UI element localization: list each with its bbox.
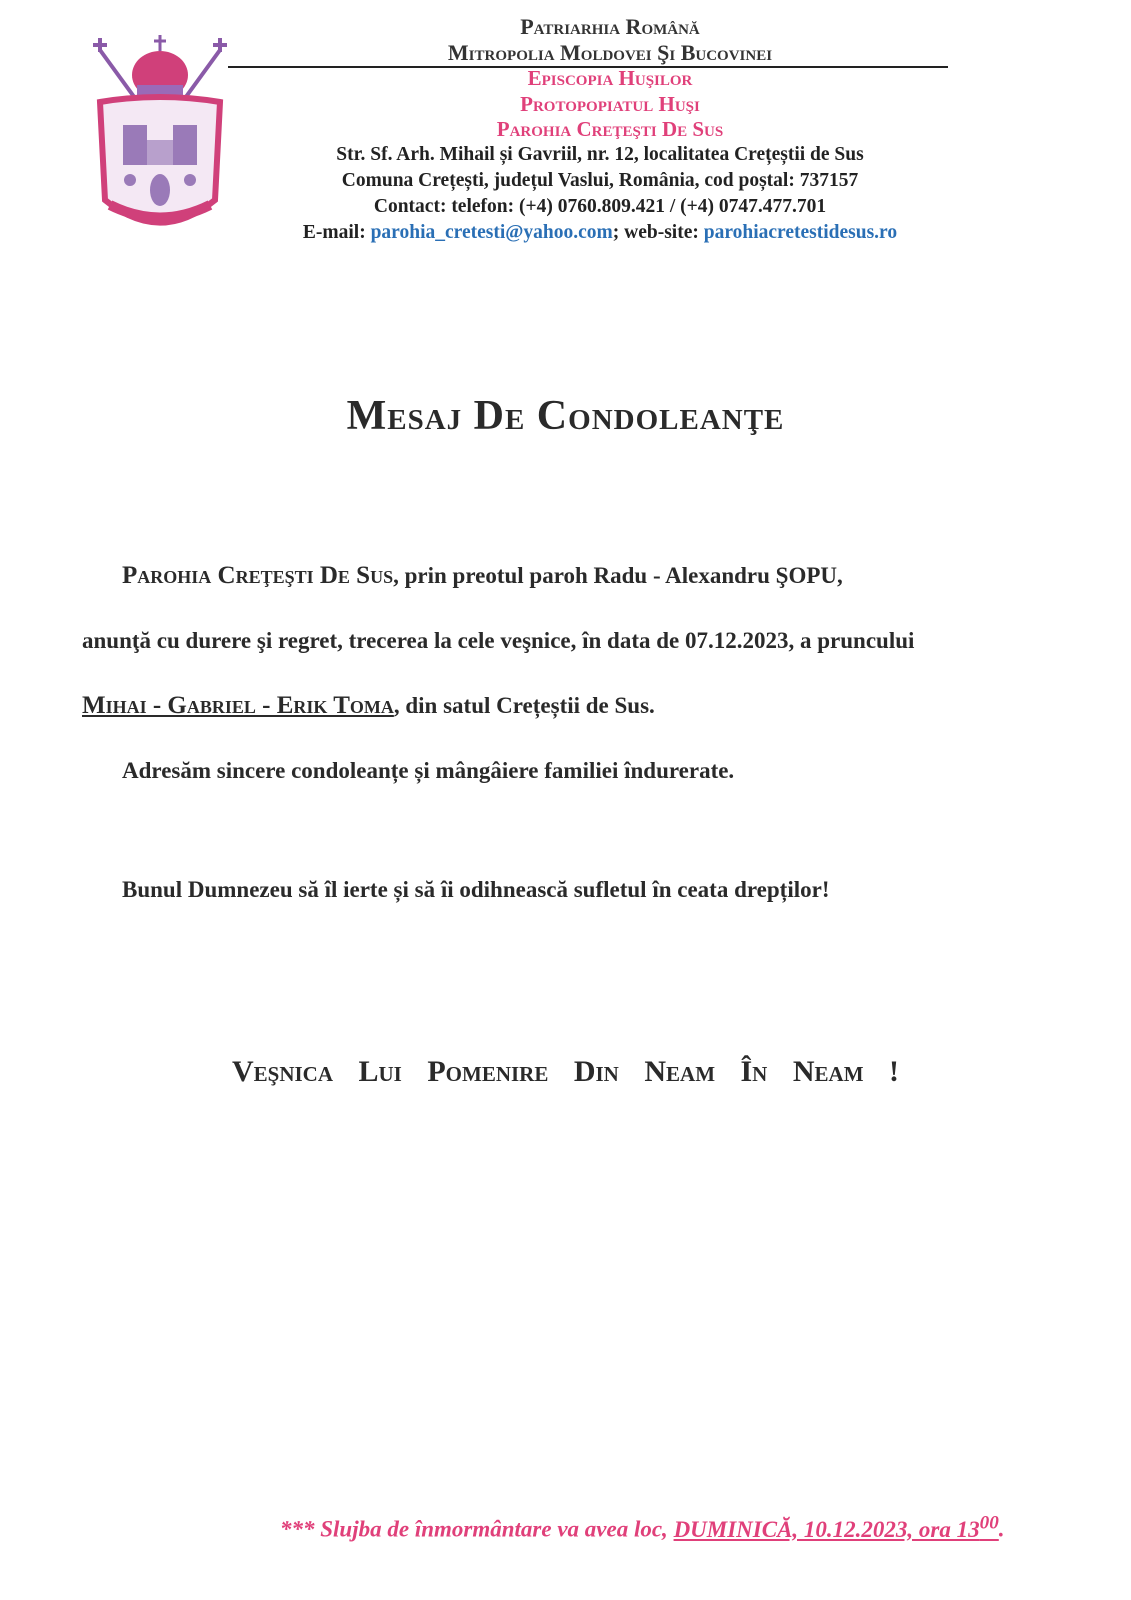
funeral-minutes: 00 bbox=[979, 1512, 999, 1533]
address-line-2: Comuna Crețești, județul Vaslui, România, cod poștal: 737157 bbox=[341, 170, 859, 191]
funeral-date: DUMINICĂ, 10.12.2023, ora 13 bbox=[673, 1516, 980, 1542]
header-metropolis: Mitropolia Moldovei Şi Bucovinei bbox=[447, 40, 773, 65]
document-title: Mesaj De Condoleanţe bbox=[346, 393, 785, 439]
prayer-line: Bunul Dumnezeu să îl ierte și să îi odihnească sufletul în ceata drepților! bbox=[122, 877, 830, 902]
funeral-notice bbox=[280, 1512, 1005, 1543]
funeral-datetime bbox=[673, 1512, 999, 1542]
mitre-crown-icon bbox=[132, 35, 188, 99]
condolence-line: Adresăm sincere condoleanțe și mângâiere familiei îndurerate. bbox=[122, 758, 735, 783]
header-protopopiat: Protopopiatul Huşi bbox=[520, 92, 700, 116]
website-link[interactable]: parohiacretestidesus.ro bbox=[703, 222, 898, 243]
paragraph-2: anunţă cu durere şi regret, trecerea la cele veşnice, în data de 07.12.2023, a pruncului bbox=[82, 628, 915, 653]
funeral-notice-text: *** Slujba de înmormântare va avea loc, bbox=[280, 1516, 674, 1542]
contact-phones: Contact: telefon: (+4) 0760.809.421 / (+4) 0747.477.701 bbox=[373, 196, 827, 217]
website-label: ; web-site: bbox=[612, 222, 704, 243]
email-link[interactable]: parohia_cretesti@yahoo.com bbox=[370, 222, 613, 243]
paragraph-1-text: , prin preotul paroh Radu - Alexandru ŞOPU, bbox=[393, 563, 843, 588]
paragraph-3-text: , din satul Crețeștii de Sus. bbox=[393, 693, 655, 718]
paragraph-3 bbox=[82, 692, 655, 720]
funeral-notice-end: . bbox=[998, 1516, 1005, 1542]
deceased-name: Mihai - Gabriel - Erik Toma bbox=[82, 692, 394, 719]
paragraph-1 bbox=[122, 562, 843, 590]
header-episcopate: Episcopia Huşilor bbox=[527, 66, 693, 90]
header-patriarchate: Patriarhia Română bbox=[520, 14, 700, 39]
church-crest-logo bbox=[85, 30, 235, 245]
parish-name: Parohia Creţeşti De Sus bbox=[122, 562, 394, 589]
header-parish: Parohia Creţeşti De Sus bbox=[496, 117, 724, 141]
contact-online bbox=[220, 222, 980, 244]
closing-blessing: Veşnica Lui Pomenire Din Neam În Neam ! bbox=[231, 1055, 899, 1088]
address-line-1: Str. Sf. Arh. Mihail și Gavriil, nr. 12, localitatea Crețeștii de Sus bbox=[336, 144, 864, 165]
email-label: E-mail: bbox=[302, 222, 371, 243]
